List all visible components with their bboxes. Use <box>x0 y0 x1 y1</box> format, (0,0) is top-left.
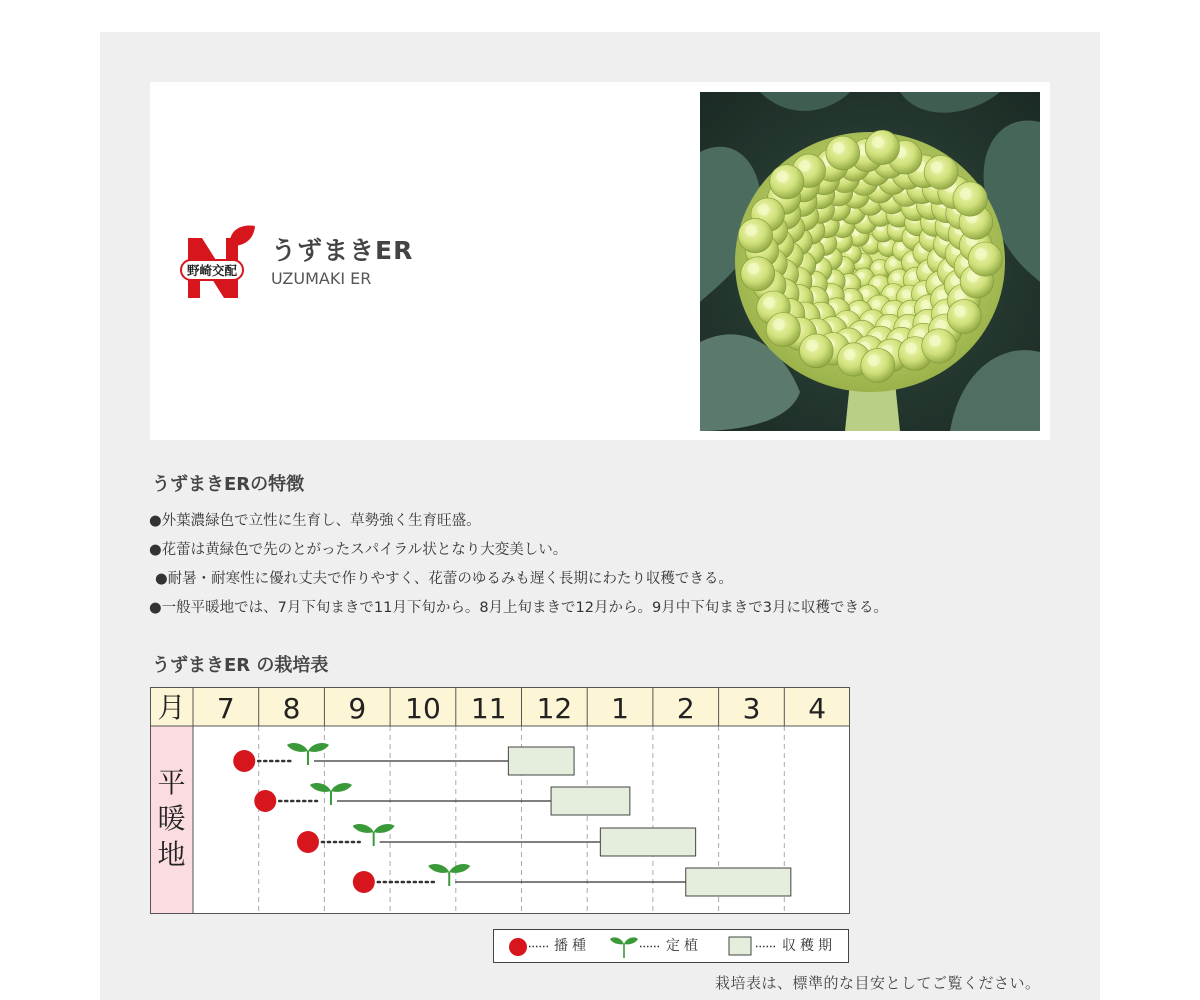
sowing-marker <box>297 831 319 853</box>
feature-item: ●外葉濃緑色で立性に生育し、草勢強く生育旺盛。 <box>149 513 481 529</box>
features-list <box>149 510 888 626</box>
dotted-leader <box>640 945 660 948</box>
schedule-note: 栽培表は、標準的な目安としてご覧ください。 <box>715 974 1041 992</box>
product-photo <box>700 92 1040 431</box>
harvest-period-bar <box>551 787 630 815</box>
sowing-marker <box>353 871 375 893</box>
feature-item: ●花蕾は黄緑色で先のとがったスパイラル状となり大変美しい。 <box>149 542 568 558</box>
month-tick-label: 2 <box>676 692 695 725</box>
legend-sow-label: 播種 <box>554 938 590 954</box>
schedule-heading: うずまきER の栽培表 <box>152 655 329 676</box>
product-name: うずまきER <box>271 236 414 265</box>
feature-item: ●耐暑・耐寒性に優れ丈夫で作りやすく、花蕾のゆるみも遅く長期にわたり収穫できる。 <box>155 571 733 587</box>
month-tick-label: 4 <box>808 692 827 725</box>
sowing-marker <box>254 790 276 812</box>
harvest-period-bar <box>600 828 695 856</box>
month-tick-label: 10 <box>405 692 441 725</box>
month-tick-label: 8 <box>282 692 301 725</box>
month-tick-label: 3 <box>742 692 761 725</box>
month-tick-label: 11 <box>470 692 507 725</box>
month-label: 月 <box>157 691 186 724</box>
cultivation-schedule-chart <box>150 687 850 914</box>
harvest-box-icon <box>728 936 752 956</box>
region-label-char: 暖 <box>157 802 186 835</box>
schedule-legend <box>493 929 849 963</box>
seedling-icon <box>609 933 639 959</box>
month-tick-label: 7 <box>216 692 235 725</box>
sowing-marker <box>233 750 255 772</box>
month-tick-label: 9 <box>348 692 367 725</box>
dotted-leader <box>529 945 549 948</box>
sowing-marker-icon <box>508 937 528 957</box>
month-tick-label: 1 <box>611 692 630 725</box>
legend-harvest-label: 収穫期 <box>782 938 836 954</box>
nozaki-logo <box>180 224 256 302</box>
logo-label: 野崎交配 <box>186 263 238 278</box>
harvest-period-bar <box>508 747 574 775</box>
legend-plant-label: 定植 <box>666 938 702 954</box>
features-heading: うずまきERの特徴 <box>152 474 305 495</box>
dotted-leader <box>756 945 776 948</box>
feature-item: ●一般平暖地では、7月下旬まきで11月下旬から。8月上旬まきで12月から。9月中下旬まきで3月に収穫できる。 <box>149 600 888 616</box>
product-romaji: UZUMAKI ER <box>271 269 372 288</box>
month-tick-label: 12 <box>536 692 573 725</box>
harvest-period-bar <box>686 868 791 896</box>
region-label-char: 平 <box>157 766 186 799</box>
region-label-char: 地 <box>157 838 186 871</box>
